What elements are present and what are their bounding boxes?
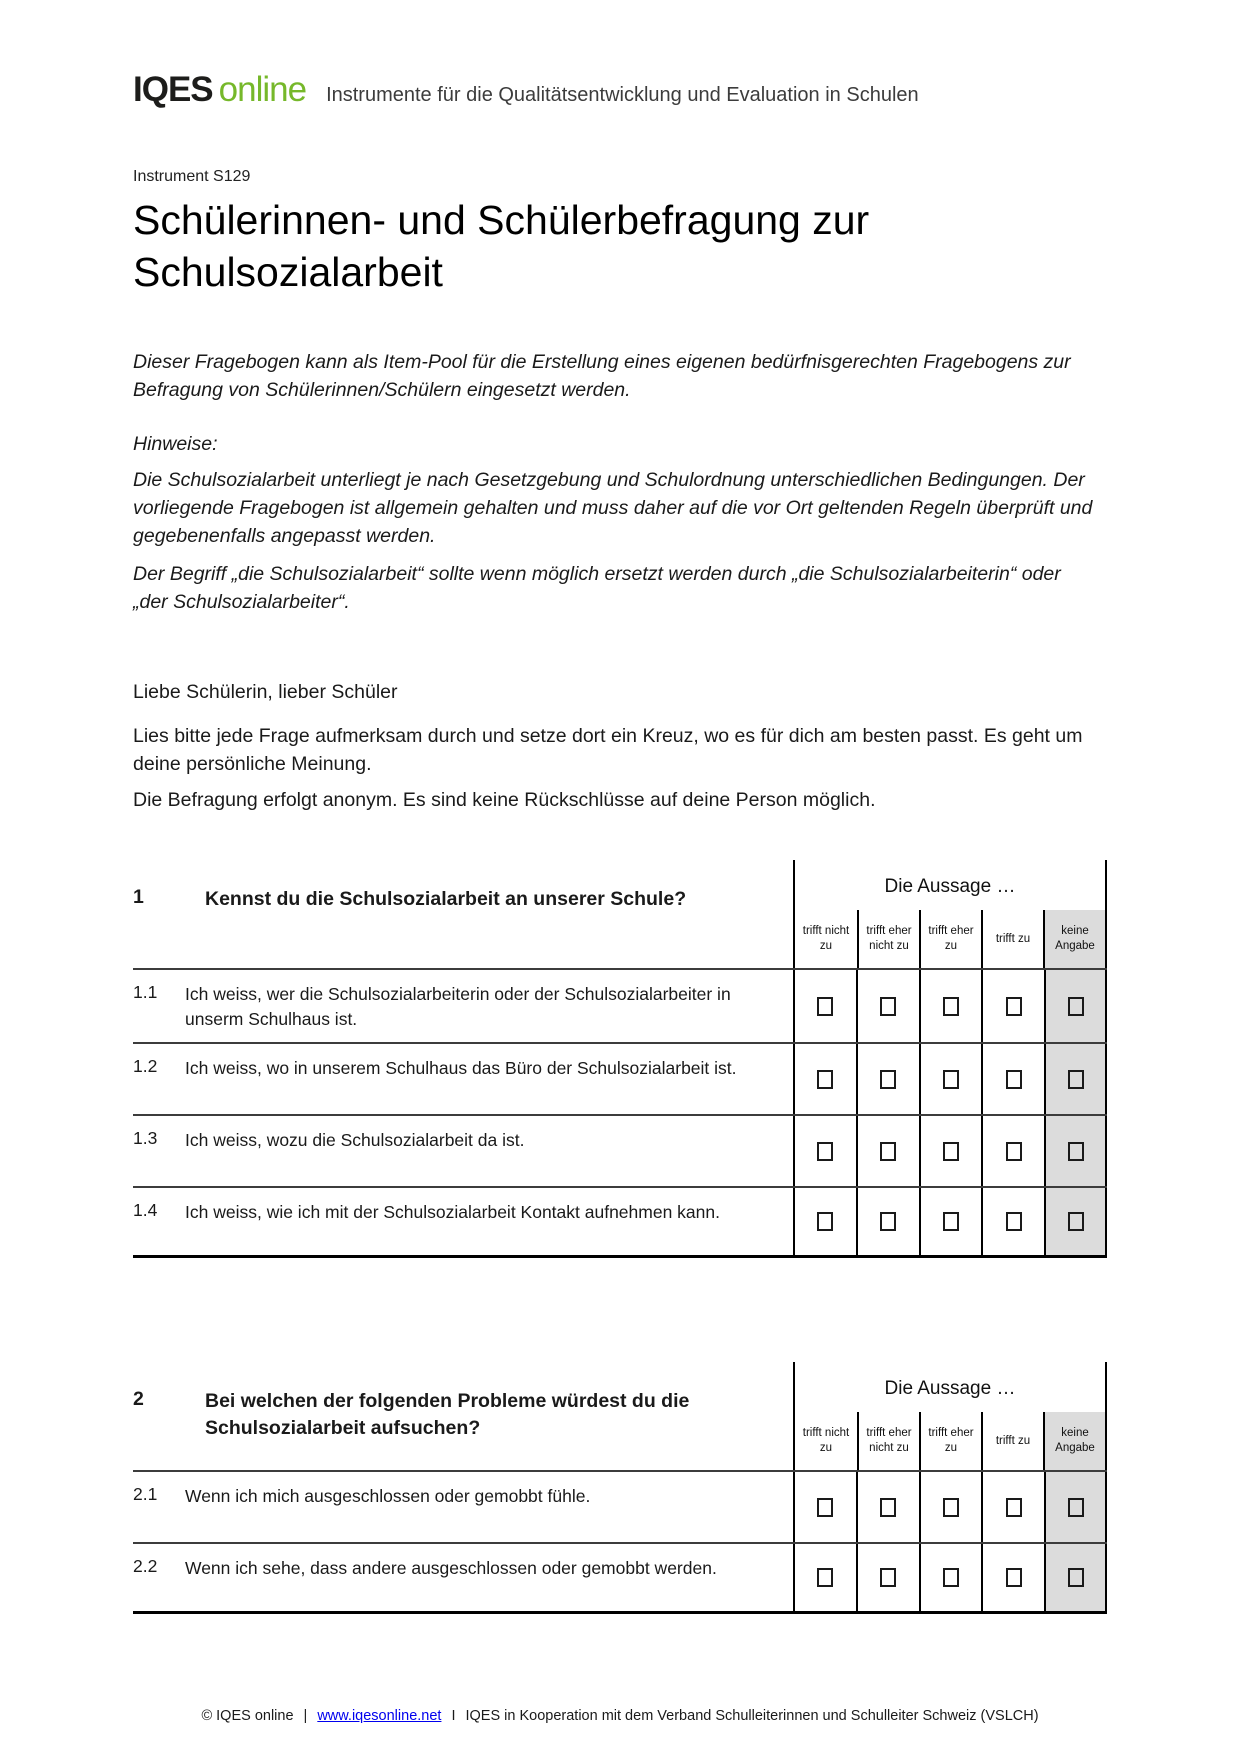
instruction-paragraph-2: Die Befragung erfolgt anonym. Es sind keine Rückschlüsse auf deine Person möglich. (133, 789, 876, 812)
scale-option-trifft-eher-nicht-zu: trifft eher nicht zu (857, 1412, 919, 1470)
checkbox-trifft-eher-zu[interactable] (943, 1498, 959, 1517)
answer-cell (981, 1188, 1044, 1255)
question-table-2 (133, 1362, 1107, 1614)
answer-cell (793, 1544, 856, 1611)
table-row (133, 1114, 1107, 1186)
table-1-header (133, 860, 1107, 968)
checkbox-trifft-eher-nicht-zu[interactable] (880, 1142, 896, 1161)
answer-cell (919, 1116, 982, 1186)
scale-header (793, 1362, 1107, 1470)
brand-tagline: Instrumente für die Qualitätsentwicklung und Evaluation in Schulen (326, 84, 919, 106)
answer-cell (793, 1116, 856, 1186)
answer-cell (919, 1472, 982, 1542)
answer-cell-keine-angabe (1044, 1044, 1107, 1114)
section-question: Kennst du die Schulsozialarbeit an unserer Schule? (205, 888, 687, 911)
instrument-label: Instrument S129 (133, 168, 251, 185)
checkbox-trifft-zu[interactable] (1006, 1070, 1022, 1089)
section-question: Bei welchen der folgenden Probleme würdest du die Schulsozialarbeit aufsuchen? (205, 1390, 690, 1440)
brand-header (133, 0, 1107, 110)
checkbox-trifft-zu[interactable] (1006, 1568, 1022, 1587)
answer-cell (856, 970, 919, 1042)
checkbox-keine-angabe[interactable] (1068, 1070, 1084, 1089)
checkbox-trifft-nicht-zu[interactable] (817, 1142, 833, 1161)
item-text: Ich weiss, wer die Schulsozialarbeiterin oder der Schulsozialarbeiter in unserm Schulhaus ist. (185, 984, 731, 1030)
answer-cell (981, 1116, 1044, 1186)
table-row (133, 968, 1107, 1042)
notes-heading: Hinweise: (133, 433, 218, 456)
checkbox-trifft-eher-zu[interactable] (943, 1212, 959, 1231)
checkbox-trifft-eher-nicht-zu[interactable] (880, 1568, 896, 1587)
table-row (133, 1470, 1107, 1542)
answer-cell (793, 970, 856, 1042)
scale-caption: Die Aussage … (884, 876, 1016, 898)
checkbox-trifft-zu[interactable] (1006, 1142, 1022, 1161)
page-footer (133, 1708, 1107, 1724)
answer-cell (793, 1044, 856, 1114)
section-number: 2 (133, 1388, 144, 1411)
footer-copyright: © IQES online (201, 1708, 294, 1725)
answer-cell (856, 1044, 919, 1114)
logo-iqes-text: IQES (133, 70, 213, 109)
scale-caption: Die Aussage … (884, 1378, 1016, 1400)
scale-option-keine-angabe: keine Angabe (1043, 1412, 1105, 1470)
table-row (133, 1542, 1107, 1614)
footer-link[interactable]: www.iqesonline.net (317, 1708, 442, 1725)
intro-paragraph: Dieser Fragebogen kann als Item-Pool für die Erstellung eines eigenen bedürfnisgerechten Fragebogens zur Befragung von Schülerinnen/Schülern eingesetzt werden. (133, 351, 1071, 402)
answer-cell (856, 1116, 919, 1186)
checkbox-keine-angabe[interactable] (1068, 1568, 1084, 1587)
scale-option-keine-angabe: keine Angabe (1043, 910, 1105, 968)
section-number: 1 (133, 886, 144, 909)
scale-option-trifft-nicht-zu: trifft nicht zu (802, 925, 850, 953)
scale-option-trifft-zu: trifft zu (981, 910, 1043, 968)
scale-option-trifft-nicht-zu: trifft nicht zu (802, 1427, 850, 1455)
note-paragraph-2: Der Begriff „die Schulsozialarbeit“ sollte wenn möglich ersetzt werden durch „die Schulsozialarbeiterin“ oder „der Schulsozialarbeiter“. (133, 563, 1061, 614)
footer-separator: | (303, 1708, 308, 1725)
answer-cell (981, 970, 1044, 1042)
table-row (133, 1186, 1107, 1258)
answer-cell (919, 1044, 982, 1114)
answer-cell-keine-angabe (1044, 1188, 1107, 1255)
iqes-online-logo (133, 70, 306, 110)
checkbox-keine-angabe[interactable] (1068, 1212, 1084, 1231)
answer-cell (919, 1544, 982, 1611)
checkbox-trifft-nicht-zu[interactable] (817, 1070, 833, 1089)
checkbox-trifft-zu[interactable] (1006, 997, 1022, 1016)
item-text: Wenn ich sehe, dass andere ausgeschlossen oder gemobbt werden. (185, 1558, 717, 1579)
answer-cell (981, 1044, 1044, 1114)
question-table-1 (133, 860, 1107, 1258)
checkbox-trifft-eher-zu[interactable] (943, 997, 959, 1016)
checkbox-trifft-nicht-zu[interactable] (817, 1568, 833, 1587)
checkbox-trifft-nicht-zu[interactable] (817, 997, 833, 1016)
item-text: Ich weiss, wozu die Schulsozialarbeit da ist. (185, 1130, 525, 1151)
scale-option-trifft-eher-nicht-zu: trifft eher nicht zu (857, 910, 919, 968)
item-number: 1.4 (133, 1200, 158, 1221)
scale-option-trifft-eher-zu: trifft eher zu (919, 1412, 981, 1470)
footer-credit: IQES in Kooperation mit dem Verband Schulleiterinnen und Schulleiter Schweiz (VSLCH) (465, 1708, 1039, 1725)
checkbox-trifft-zu[interactable] (1006, 1498, 1022, 1517)
footer-separator: I (451, 1708, 456, 1725)
answer-cell-keine-angabe (1044, 1116, 1107, 1186)
item-number: 2.1 (133, 1484, 158, 1505)
item-number: 2.2 (133, 1556, 158, 1577)
salutation: Liebe Schülerin, lieber Schüler (133, 681, 398, 704)
item-number: 1.3 (133, 1128, 158, 1149)
scale-option-trifft-eher-zu: trifft eher zu (919, 910, 981, 968)
checkbox-trifft-zu[interactable] (1006, 1212, 1022, 1231)
answer-cell (856, 1544, 919, 1611)
item-text: Ich weiss, wo in unserem Schulhaus das Büro der Schulsozialarbeit ist. (185, 1058, 737, 1079)
answer-cell (981, 1544, 1044, 1611)
logo-online-text: online (218, 70, 307, 109)
checkbox-keine-angabe[interactable] (1068, 1142, 1084, 1161)
checkbox-trifft-eher-zu[interactable] (943, 1568, 959, 1587)
checkbox-trifft-nicht-zu[interactable] (817, 1212, 833, 1231)
checkbox-trifft-eher-nicht-zu[interactable] (880, 1070, 896, 1089)
answer-cell-keine-angabe (1044, 970, 1107, 1042)
checkbox-trifft-nicht-zu[interactable] (817, 1498, 833, 1517)
checkbox-trifft-eher-nicht-zu[interactable] (880, 1498, 896, 1517)
answer-cell (981, 1472, 1044, 1542)
answer-cell (793, 1188, 856, 1255)
table-row (133, 1042, 1107, 1114)
scale-options-row (795, 1412, 1105, 1470)
checkbox-trifft-eher-zu[interactable] (943, 1070, 959, 1089)
answer-cell (856, 1188, 919, 1255)
answer-cell (919, 970, 982, 1042)
scale-header (793, 860, 1107, 968)
table-2-header (133, 1362, 1107, 1470)
page-title: Schülerinnen- und Schülerbefragung zur Schulsozialarbeit (133, 197, 870, 296)
checkbox-trifft-eher-zu[interactable] (943, 1142, 959, 1161)
item-text: Ich weiss, wie ich mit der Schulsozialarbeit Kontakt aufnehmen kann. (185, 1202, 720, 1223)
checkbox-keine-angabe[interactable] (1068, 997, 1084, 1016)
scale-options-row (795, 910, 1105, 968)
item-text: Wenn ich mich ausgeschlossen oder gemobbt fühle. (185, 1486, 591, 1507)
item-number: 1.2 (133, 1056, 158, 1077)
answer-cell (793, 1472, 856, 1542)
answer-cell-keine-angabe (1044, 1472, 1107, 1542)
item-number: 1.1 (133, 982, 158, 1003)
answer-cell-keine-angabe (1044, 1544, 1107, 1611)
note-paragraph-1: Die Schulsozialarbeit unterliegt je nach Gesetzgebung und Schulordnung unterschiedlichen Bedingungen. Der vorliegende Fragebogen ist allgemein gehalten und muss daher auf die vor Ort geltenden Regeln überprüft und gegebenenfalls angepasst werden. (133, 469, 1093, 548)
checkbox-trifft-eher-nicht-zu[interactable] (880, 997, 896, 1016)
checkbox-trifft-eher-nicht-zu[interactable] (880, 1212, 896, 1231)
scale-option-trifft-zu: trifft zu (981, 1412, 1043, 1470)
answer-cell (919, 1188, 982, 1255)
answer-cell (856, 1472, 919, 1542)
instruction-paragraph-1: Lies bitte jede Frage aufmerksam durch und setze dort ein Kreuz, wo es für dich am besten passt. Es geht um deine persönliche Meinung. (133, 725, 1083, 776)
checkbox-keine-angabe[interactable] (1068, 1498, 1084, 1517)
